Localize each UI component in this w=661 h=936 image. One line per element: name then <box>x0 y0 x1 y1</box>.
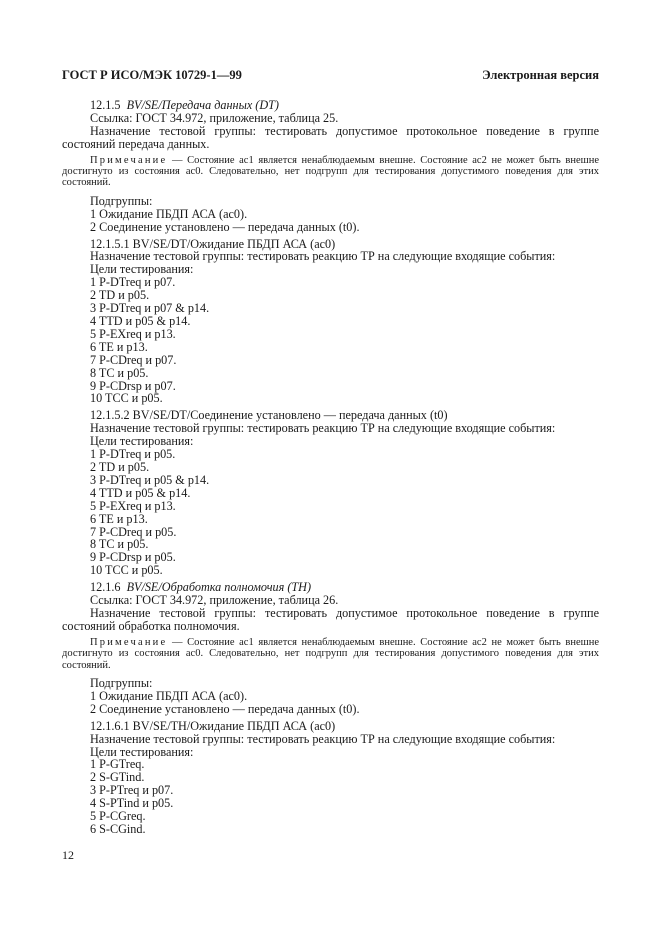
section-title: BV/SE/Передача данных (DT) <box>126 98 279 112</box>
list-item: 2 TD и p05. <box>90 288 150 303</box>
list-item: 10 TCC и p05. <box>90 563 163 578</box>
note-text: — Состояние ac1 является ненаблюдаемым внешне. Состояние ac2 не может быть внешне достигнуто из состояния ac0. Следовательно, нет подгрупп для тестирования допустимого поведения для этих состояний. <box>62 154 599 189</box>
list-item: 2 Соединение установлено — передача данных (t0). <box>90 701 360 716</box>
list-item: 1 Ожидание ПБДП АСА (ac0). <box>90 688 248 703</box>
list-item: 1 Ожидание ПБДП АСА (ac0). <box>90 206 248 221</box>
subsection-heading: 12.1.6.1 BV/SE/TH/Ожидание ПБДП АСА (ac0) <box>90 718 336 733</box>
goals-label: Цели тестирования: <box>90 262 194 277</box>
list-item: 2 S-GTind. <box>90 770 145 785</box>
list-item: 1 P-DTreq и p05. <box>90 447 176 462</box>
list-item: 4 TTD и p05 & p14. <box>90 485 191 500</box>
note-text: — Состояние ac1 является ненаблюдаемым внешне. Состояние ac2 не может быть внешне достигнуто из состояния ac0. Следовательно, нет подгрупп для тестирования допустимого поведения для этих состояний. <box>62 636 599 671</box>
purpose: Назначение тестовой группы: тестировать реакцию ТР на следующие входящие события: <box>90 421 556 436</box>
reference: Ссылка: ГОСТ 34.972, приложение, таблица 26. <box>90 593 339 608</box>
section-heading: 12.1.5 BV/SE/Передача данных (DT) <box>90 98 279 112</box>
list-item: 4 TTD и p05 & p14. <box>90 314 191 328</box>
section-heading: 12.1.6 BV/SE/Обработка полномочия (TH) <box>90 580 312 595</box>
goals-list <box>62 276 599 405</box>
page-number: 12 <box>62 848 74 862</box>
list-item: 5 P-CGreq. <box>90 809 146 824</box>
list-item: 5 P-EXreq и p13. <box>90 498 176 513</box>
list-item: 3 P-PTreq и p07. <box>90 783 174 798</box>
goals-label: Цели тестирования: <box>90 744 194 759</box>
note-label: Примечание <box>90 154 168 166</box>
subgroups-list <box>62 690 599 716</box>
goals-list <box>62 448 599 577</box>
list-item: 6 S-CGind. <box>90 821 146 836</box>
edition-label: Электронная версия <box>482 68 599 82</box>
goals-list <box>62 758 599 835</box>
note <box>62 155 599 189</box>
section-title: BV/SE/Обработка полномочия (TH) <box>126 580 312 595</box>
note <box>62 637 599 671</box>
list-item: 4 S-PTind и p05. <box>90 796 174 811</box>
list-item: 6 TE и p13. <box>90 339 148 354</box>
list-item: 9 P-CDrsp и p05. <box>90 550 176 565</box>
list-item: 3 P-DTreq и p05 & p14. <box>90 472 210 487</box>
list-item: 6 TE и p13. <box>90 511 148 526</box>
goals-label: Цели тестирования: <box>90 434 194 449</box>
list-item: 2 TD и p05. <box>90 459 150 474</box>
subsection-heading: 12.1.5.2 BV/SE/DT/Соединение установлено — передача данных (t0) <box>90 408 448 423</box>
list-item: 1 P-GTreq. <box>90 757 145 772</box>
document-code: ГОСТ Р ИСО/МЭК 10729-1—99 <box>62 68 242 82</box>
subgroups-list <box>62 208 599 234</box>
list-item: 1 P-DTreq и p07. <box>90 275 176 290</box>
list-item: 9 P-CDrsp и p07. <box>90 378 176 393</box>
list-item: 7 P-CDreq и p05. <box>90 524 177 539</box>
list-item: 8 TC и p05. <box>90 537 149 552</box>
list-item: 10 TCC и p05. <box>90 391 163 406</box>
page-content <box>62 99 599 836</box>
list-item: 8 TC и p05. <box>90 365 149 380</box>
reference: Ссылка: ГОСТ 34.972, приложение, таблица 25. <box>90 110 339 125</box>
note-label: Примечание <box>90 636 168 648</box>
list-item: 2 Соединение установлено — передача данных (t0). <box>90 219 360 234</box>
list-item: 5 P-EXreq и p13. <box>90 326 176 341</box>
purpose: Назначение тестовой группы: тестировать допустимое протокольное поведение в группе состояний передача данных. <box>62 123 599 151</box>
list-item: 7 P-CDreq и p07. <box>90 352 177 367</box>
page-header <box>62 68 599 83</box>
purpose: Назначение тестовой группы: тестировать реакцию ТР на следующие входящие события: <box>90 731 556 746</box>
subsection-heading: 12.1.5.1 BV/SE/DT/Ожидание ПБДП АСА (ac0) <box>90 236 336 251</box>
subgroups-label: Подгруппы: <box>90 193 153 208</box>
purpose: Назначение тестовой группы: тестировать допустимое протокольное поведение в группе состояний обработка полномочия. <box>62 605 599 633</box>
purpose: Назначение тестовой группы: тестировать реакцию ТР на следующие входящие события: <box>90 249 556 264</box>
list-item: 3 P-DTreq и p07 & p14. <box>90 301 210 316</box>
subgroups-label: Подгруппы: <box>90 675 153 690</box>
